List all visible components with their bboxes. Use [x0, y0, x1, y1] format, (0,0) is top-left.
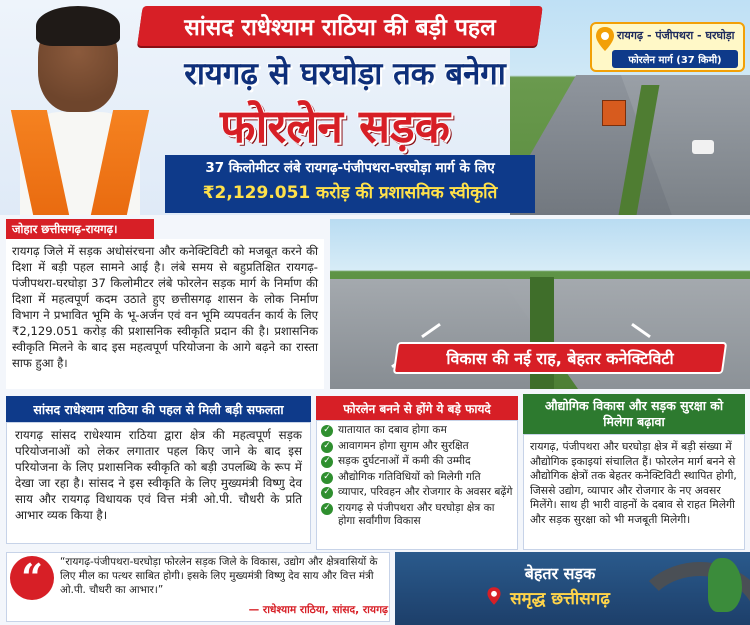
- list-item: ✓ सड़क दुर्घटनाओं में कमी की उम्मीद: [321, 455, 513, 469]
- check-icon: ✓: [321, 425, 333, 437]
- list-item: ✓ यातायात का दबाव होगा कम: [321, 424, 513, 438]
- check-icon: ✓: [321, 441, 333, 453]
- list-item: ✓ औद्योगिक गतिविधियों को मिलेगी गति: [321, 471, 513, 485]
- caption-text: विकास की नई राह, बेहतर कनेक्टिविटी: [446, 349, 674, 368]
- list-item: ✓ व्यापार, परिवहन और रोजगार के अवसर बढ़ेंगे: [321, 486, 513, 500]
- state-map-icon: [708, 558, 742, 612]
- quote-text: “रायगढ़-पंजीपथरा-घरघोड़ा फोरलेन सड़क जिले के विकास, उद्योग और क्षेत्रवासियों के लिए मील का पत्थर साबित होगी। इसके लिए मुख्यमंत्री विष्णु देव साय और वित्त मंत्री ओ.पी. चौधरी का आभार।”: [60, 556, 378, 596]
- location-pin-icon: [594, 26, 616, 52]
- approval-line1: 37 किलोमीटर लंबे रायगढ़-पंजीपथरा-घरघोड़ा मार्ग के लिए: [205, 160, 495, 176]
- benefits-list: [316, 420, 518, 550]
- news-body-box: [6, 239, 324, 389]
- quote-icon: “: [10, 556, 54, 600]
- mp-initiative-heading: सांसद राधेश्याम राठिया की पहल से मिली बड़ी सफलता: [6, 396, 311, 422]
- industry-heading: औद्योगिक विकास और सड़क सुरक्षा को मिलेगा बढ़ावा: [523, 394, 745, 434]
- approval-line2: ₹2,129.051 करोड़ की प्रशासमिक स्वीकृति: [202, 183, 498, 203]
- truck-icon: [602, 100, 626, 126]
- car-icon: [692, 140, 714, 154]
- dateline-tag: जोहार छत्तीसगढ़-रायगढ़।: [6, 219, 154, 239]
- news-body: रायगढ़ जिले में सड़क अधोसंरचना और कनेक्टिविटी को मजबूत करने की दिशा में बड़ी पहल सामने आई है। लंबे समय से बहुप्रतिक्षित रायगढ़-पंजीपथरा-घरघोड़ा 37 किलोमीटर लंबे फोरलेन सड़क मार्ग के निर्माण की दिशा में महत्वपूर्ण कदम उठाते हुए छत्तीसगढ़ शासन के लोक निर्माण विभाग ने प्रभावित भूमि के भू-अर्जन एवं वन भूमि व्यपवर्तन कार्य के लिए ₹2,129.051 करोड़ की प्रशासनिक स्वीकृति प्रदान की है। प्रशासनिक स्वीकृति मिलने के बाद इस महत्वपूर्ण परियोजना के आगे बढ़ने का रास्ता साफ हुआ है।: [12, 244, 318, 370]
- quote-author: — राधेश्याम राठिया, सांसद, रायगढ़: [248, 604, 388, 616]
- footer-line1: बेहतर सड़क: [524, 564, 596, 583]
- benefits-heading: फोरलेन बनने से होंगे ये बड़े फायदे: [316, 396, 518, 420]
- footer-line2: समृद्ध छत्तीसगढ़: [510, 589, 610, 609]
- check-icon: ✓: [321, 503, 333, 515]
- list-item: ✓ आवागमन होगा सुगम और सुरक्षित: [321, 440, 513, 454]
- mp-initiative-body: रायगढ़ सांसद राधेश्याम राठिया द्वारा क्षेत्र की महत्वपूर्ण सड़क परियोजनाओं को लेकर लगातार पहल किए जाने के बाद इस परियोजना के लिए प्रशासनिक स्वीकृति को बड़ी उपलब्धि के रूप में देखा जा रहा है। सांसद ने इस स्वीकृति के लिए मुख्यमंत्री विष्णु देव साय और रायगढ़ विधायक एवं वित्त मंत्री ओ.पी. चौधरी के प्रति आभार व्यक किया है।: [6, 422, 311, 544]
- top-banner-text: सांसद राधेश्याम राठिया की बड़ी पहल: [184, 15, 496, 41]
- headline-line1: रायगढ़ से घरघोड़ा तक बनेगा: [184, 56, 506, 92]
- check-icon: ✓: [321, 456, 333, 468]
- route-names: रायगढ़ - पंजीपथरा - घरघोड़ा: [617, 29, 735, 42]
- check-icon: ✓: [321, 487, 333, 499]
- route-type: फोरलेन मार्ग (37 किमी): [612, 50, 738, 68]
- portrait-hair: [36, 6, 120, 46]
- check-icon: ✓: [321, 472, 333, 484]
- industry-body: रायगढ़, पंजीपथरा और घरघोड़ा क्षेत्र में बड़ी संख्या में औद्योगिक इकाइयां संचालित हैं। फोरलेन मार्ग बनने से औद्योगिक क्षेत्रों तक बेहतर कनेक्टिविटी स्थापित होगी, जिससे उद्योग, व्यापार और रोजगार के नए अवसर मिलेंगे। साथ ही भारी वाहनों के दबाव से राहत मिलेगी और सड़क सुरक्षा को भी मजबूती मिलेगी।: [523, 434, 745, 550]
- headline-line2: फोरलेन सड़क: [220, 99, 450, 153]
- list-item: ✓ रायगढ़ से पंजीपथरा और घरघोड़ा क्षेत्र का होगा सर्वांगीण विकास: [321, 502, 513, 529]
